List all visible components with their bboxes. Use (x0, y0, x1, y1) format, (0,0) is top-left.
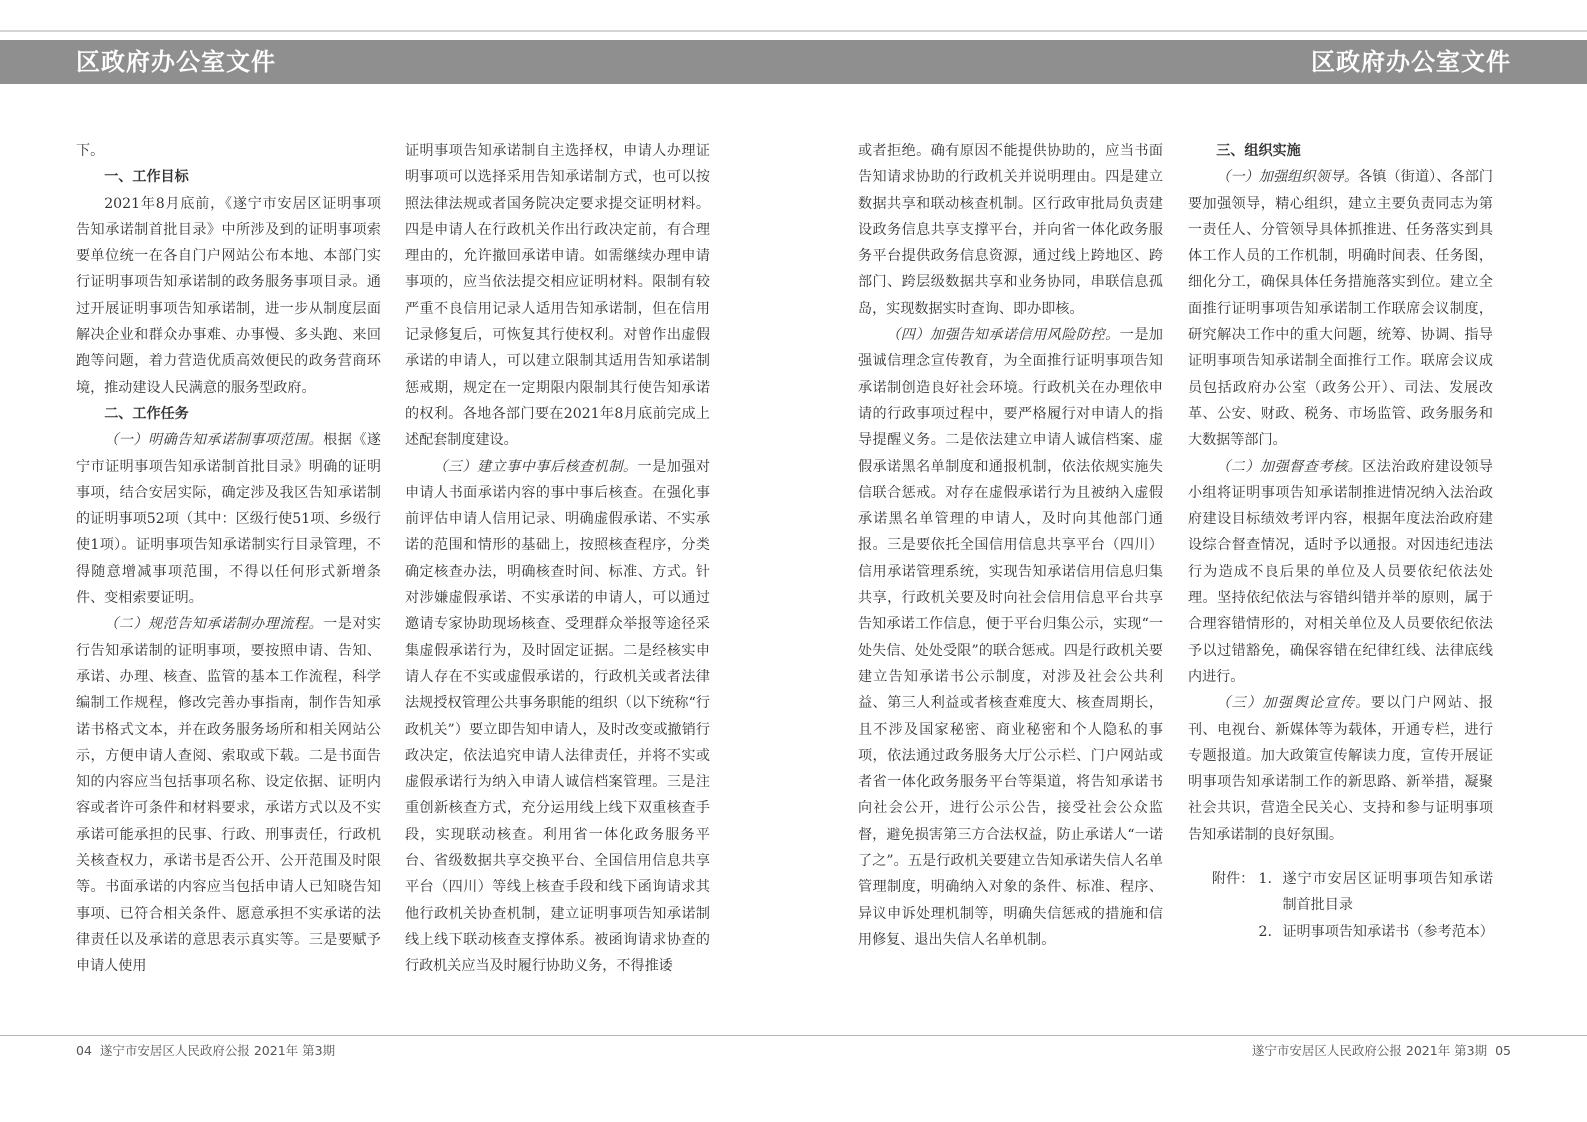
page-number: 05 (1495, 1043, 1511, 1058)
paragraph (1188, 454, 1493, 691)
publication-info: 遂宁市安居区人民政府公报 2021年 第3期 (1251, 1043, 1488, 1058)
right-header-title: 区政府办公室文件 (1311, 48, 1511, 76)
subsection-title: （三）加强舆论宣传。 (1216, 695, 1371, 712)
right-footer (1252, 1041, 1511, 1059)
footer-rule (0, 1035, 1587, 1036)
paragraph (858, 322, 1163, 953)
subsection-title: （三）建立事中事后核查机制。 (433, 458, 638, 475)
paragraph: 证明事项告知承诺制自主选择权，申请人办理证明事项可以选择采用告知承诺制方式，也可以按照法律法规或者国务院决定要求提交证明材料。四是申请人在行政机关作出行政决定前，有合理理由的，允许撤回承诺申请。如需继续办理申请事项的，应当依法提交相应证明材料。限制有较严重不良信用记录人适用告知承诺制，但在信用记录修复后，可恢复其行使权利。对曾作出虚假承诺的申请人，可以建立限制其适用告知承诺制惩戒期，规定在一定期限内限制其行使告知承诺的权利。各地各部门要在2021年8月底前完成上述配套制度建设。 (405, 143, 710, 449)
page-header-band (0, 40, 1587, 84)
column-4 (1188, 138, 1493, 945)
section-heading-goals: 一、工作目标 (104, 169, 189, 186)
attachments-label: 附件： (1211, 871, 1255, 888)
column-2 (405, 138, 710, 980)
paragraph: 2021年8月底前，《遂宁市安居区证明事项告知承诺制首批目录》中所涉及到的证明事项索要单位统一在各自门户网站公布本地、本部门实行证明事项告知承诺制的政务服务事项目录。通过开展证明事项告知承诺制，进一步从制度层面解决企业和群众办事难、办事慢、多头跑、来回跑等问题，着力营造优质高效便民的政务营商环境，推动建设人民满意的服务型政府。 (76, 195, 381, 396)
section-heading-implementation: 三、组织实施 (1216, 143, 1301, 159)
subsection-title: （一）加强组织领导。 (1216, 169, 1359, 186)
top-rule (0, 30, 1587, 32)
left-footer (76, 1041, 335, 1059)
paragraph (1188, 690, 1493, 848)
attachment-title: 证明事项告知承诺书（参考范本） (1282, 923, 1494, 940)
attachment-item (1188, 919, 1493, 945)
paragraph (76, 611, 381, 979)
subsection-title: （二）规范告知承诺制办理流程。 (104, 616, 324, 633)
subsection-title: （一）明确告知承诺制事项范围。 (104, 432, 324, 449)
page-number: 04 (76, 1043, 92, 1058)
paragraph: 下。 (76, 143, 105, 159)
attachment-number: 2. (1258, 923, 1272, 940)
section-heading-tasks: 二、工作任务 (104, 405, 189, 422)
attachment-number: 1. (1258, 871, 1272, 888)
paragraph-body: 一是加强对申请人书面承诺内容的事中事后核查。在强化事前评估申请人信用记录、明确虚假承诺、不实承诺的范围和情形的基础上，按照核查程序，分类确定核查办法，明确核查时间、标准、方式。针对涉嫌虚假承诺、不实承诺的申请人，可以通过邀请专家协助现场核查、受理群众举报等途径采集虚假承诺行为，及时固定证据。二是经核实申请人存在不实或虚假承诺的，行政机关或者法律法规授权管理公共事务职能的组织（以下统称“行政机关”）要立即告知申请人，及时改变或撤销行政决定，依法追究申请人法律责任，并将不实或虚假承诺行为纳入申请人诚信档案管理。三是注重创新核查方式，充分运用线上线下双重核查手段，实现联动核查。利用省一体化政务服务平台、省级数据共享交换平台、全国信用信息共享平台（四川）等线上核查手段和线下函询请求其他行政机关协查机制，建立证明事项告知承诺制线上线下联动核查支撑体系。被函询请求协查的行政机关应当及时履行协助义务，不得推诿 (405, 458, 711, 975)
paragraph: 或者拒绝。确有原因不能提供协助的，应当书面告知请求协助的行政机关并说明理由。四是建立数据共享和联动核查机制。区行政审批局负责建设政务信息共享支撑平台，并向省一体化政务服务平台提供政务信息资源，通过线上跨地区、跨部门、跨层级数据共享和业务协同，串联信息孤岛，实现数据实时查询、即办即核。 (858, 143, 1163, 317)
paragraph-body: 一是加强诚信理念宣传教育，为全面推行证明事项告知承诺制创造良好社会环境。行政机关在办理依申请的行政事项过程中，要严格履行对申请人的指导提醒义务。二是依法建立申请人诚信档案、虚假承诺黑名单制度和通报机制，依法依规实施失信联合惩戒。对存在虚假承诺行为且被纳入虚假承诺黑名单管理的申请人，及时向其他部门通报。三是要依托全国信用信息共享平台（四川）信用承诺管理系统，实现告知承诺信用信息归集共享，行政机关要及时向社会信用信息平台共享告知承诺工作信息，便于平台归集公示，实现“一处失信、处处受限”的联合惩戒。四是行政机关要建立告知承诺书公示制度，对涉及社会公共利益、第三人利益或者核查难度大、核查周期长，且不涉及国家秘密、商业秘密和个人隐私的事项，依法通过政务服务大厅公示栏、门户网站或者省一体化政务服务平台等渠道，将告知承诺书向社会公开，进行公示公告，接受社会公众监督，避免损害第三方合法权益，防止承诺人“一诺了之”。五是行政机关要建立告知承诺失信人名单管理制度，明确纳入对象的条件、标准、程序、异议申诉处理机制等，明确失信惩戒的措施和信用修复、退出失信人名单机制。 (858, 327, 1164, 948)
subsection-title: （二）加强督查考核。 (1216, 458, 1363, 475)
paragraph (1188, 164, 1493, 453)
paragraph-body: 根据《遂宁市证明事项告知承诺制首批目录》明确的证明事项，结合安居实际，确定涉及我区告知承诺制的证明事项52项（其中：区级行使51项、乡级行使1项）。证明事项告知承诺制实行目录管理，不得随意增减事项范围，不得以任何形式新增条件、变相索要证明。 (76, 432, 382, 607)
column-1 (76, 138, 381, 980)
paragraph (405, 454, 710, 980)
paragraph-body: 要以门户网站、报刊、电视台、新媒体等为载体，开通专栏，进行专题报道。加大政策宣传解读力度，宣传开展证明事项告知承诺制工作的新思路、新举措，凝聚社会共识，营造全民关心、支持和参与证明事项告知承诺制的良好氛围。 (1188, 695, 1494, 843)
attachments-list (1188, 866, 1493, 945)
left-header-title: 区政府办公室文件 (76, 48, 276, 76)
paragraph (76, 427, 381, 611)
subsection-title: （四）加强告知承诺信用风险防控。 (886, 327, 1120, 344)
column-3 (858, 138, 1163, 953)
attachment-title: 遂宁市安居区证明事项告知承诺制首批目录 (1282, 871, 1493, 914)
publication-info: 遂宁市安居区人民政府公报 2021年 第3期 (99, 1043, 336, 1058)
paragraph-body: 区法治政府建设领导小组将证明事项告知承诺制推进情况纳入法治政府建设目标绩效考评内容，根据年度法治政府建设综合督查情况，适时予以通报。对因违纪违法行为造成不良后果的单位及人员要依纪依法处理。坚持依纪依法与容错纠错并举的原则，属于合理容错情形的，对相关单位及人员要依纪依法予以过错豁免，确保容错在纪律红线、法律底线内进行。 (1188, 458, 1494, 685)
paragraph-body: 各镇（街道）、各部门要加强领导，精心组织，建立主要负责同志为第一责任人、分管领导具体抓推进、任务落实到具体工作人员的工作机制，明确时间表、任务图，细化分工，确保具体任务措施落实到位。建立全面推行证明事项告知承诺制工作联席会议制度，研究解决工作中的重大问题，统筹、协调、指导证明事项告知承诺制全面推行工作。联席会议成员包括政府办公室（政务公开）、司法、发展改革、公安、财政、税务、市场监管、政务服务和大数据等部门。 (1188, 169, 1493, 449)
attachment-item (1188, 866, 1493, 919)
paragraph-body: 一是对实行告知承诺制的证明事项，要按照申请、告知、承诺、办理、核查、监管的基本工作流程，科学编制工作规程，修改完善办事指南，制作告知承诺书格式文本，并在政务服务场所和相关网站公示，方便申请人查阅、索取或下载。二是书面告知的内容应当包括事项名称、设定依据、证明内容或者许可条件和材料要求，承诺方式以及不实承诺可能承担的民事、行政、刑事责任，行政机关核查权力，承诺书是否公开、公开范围及时限等。书面承诺的内容应当包括申请人已知晓告知事项、已符合相关条件、愿意承担不实承诺的法律责任以及承诺的意思表示真实等。三是要赋予申请人使用 (76, 616, 382, 975)
